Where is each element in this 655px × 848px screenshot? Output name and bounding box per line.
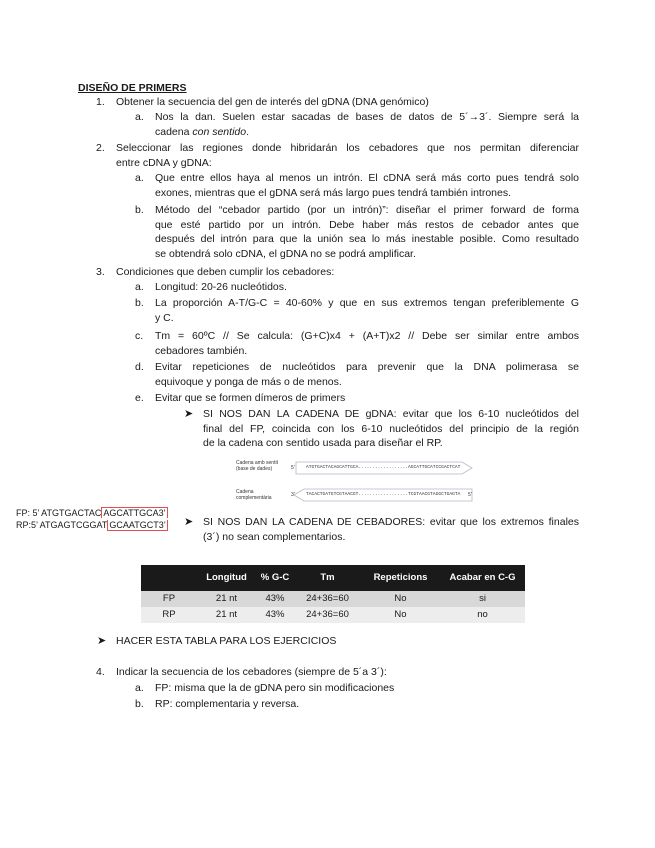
primer-table (141, 565, 525, 623)
s3c-line1: Tm = 60ºC // Se calcula: (G+C)x4 + (A+T)x2 // Debe ser similar entre ambos (155, 330, 579, 342)
s2b-label: b. (135, 204, 144, 216)
table-header: Tm (294, 565, 361, 591)
s3d-label: d. (135, 361, 144, 373)
table-note: HACER ESTA TABLA PARA LOS EJERCICIOS (116, 635, 337, 647)
table-cell: 43% (256, 591, 294, 607)
arrow-bullet-icon: ➤ (184, 408, 194, 420)
s2b-line1: Método del “cebador partido (por un intrón)”: diseñar el primer forward de forma (155, 204, 579, 216)
arrow-bullet-icon: ➤ (97, 635, 107, 647)
s2-line1: Seleccionar las regiones donde hibridarán los cebadores que nos permitan diferenciar (116, 142, 579, 154)
s4a-text: FP: misma que la de gDNA pero sin modificaciones (155, 682, 395, 694)
s2-line2: entre cDNA y gDNA: (116, 156, 212, 169)
bullet-gdna-line2: final del FP, coincida con los 6-10 nucleótidos del principio de la región (203, 422, 579, 435)
fp-sequence (16, 508, 168, 520)
s3b-text (155, 296, 579, 325)
table-header: Longitud (197, 565, 256, 591)
diagram-label-sense-1: Cadena amb sentit (236, 460, 278, 466)
s4a-label: a. (135, 682, 144, 694)
diagram-label-sense-2: (base de dades) (236, 466, 273, 472)
table-cell: RP (141, 607, 197, 623)
s3b-line1: La proporción A-T/G-C = 40-60% y que en sus extremos tengan preferiblemente G (155, 297, 579, 309)
rp-sequence (16, 520, 168, 532)
s2a-text (155, 171, 579, 200)
s3c-label: c. (135, 330, 144, 342)
s4b-label: b. (135, 698, 144, 710)
table-row (141, 591, 525, 607)
bullet-gdna-text (203, 407, 579, 451)
rp-highlight: GCAATGCT3’ (109, 519, 166, 530)
s1a-label: a. (135, 111, 144, 123)
s3d-text (155, 360, 579, 389)
s3d-line2: equivoque y ponga de más o de menos. (155, 375, 342, 388)
diagram-5prime-top: 5' (291, 465, 295, 471)
diagram-label-complement-2: complementària (236, 495, 272, 501)
s2b-line3: después del intrón para que la unión sea lo más inestable posible. Como resultado (155, 233, 579, 246)
s2a-label: a. (135, 172, 144, 184)
table-cell: 21 nt (197, 607, 256, 623)
table-cell: FP (141, 591, 197, 607)
s1a-line2-pre: cadena (155, 125, 193, 138)
section-3-text: Condiciones que deben cumplir los cebadores: (116, 266, 335, 278)
s1a-line2-post: . (246, 125, 250, 138)
table-cell: si (440, 591, 525, 607)
diagram-label-sense (236, 460, 278, 472)
arrow-bullet-icon: ➤ (184, 516, 194, 528)
s3a-text: Longitud: 20-26 nucleótidos. (155, 281, 287, 293)
s2b-line2: que esté partido por un intrón. Debe haber más restos de cebador antes que (155, 218, 579, 231)
table-header: Repeticions (361, 565, 440, 591)
section-4-text: Indicar la secuencia de los cebadores (siempre de 5´a 3´): (116, 666, 387, 678)
table-header (141, 565, 197, 591)
s3c-line2: cebadores también. (155, 344, 248, 357)
s2a-line1: Que entre ellos haya al menos un intrón. El cDNA será más corto pues tendrá solo (155, 172, 579, 184)
diagram-3prime-bottom: 3' (291, 492, 295, 498)
fp-prefix: FP: 5’ ATGTGACTAC (16, 508, 102, 518)
section-4-number: 4. (96, 666, 105, 678)
section-1-text: Obtener la secuencia del gen de interés del gDNA (DNA genómico) (116, 96, 429, 108)
s3b-line2: y C. (155, 311, 174, 324)
table-cell: 24+36=60 (294, 591, 361, 607)
s1a-text (155, 110, 579, 139)
s2a-line2: exones, mientras que el gDNA será más largo pues tendrá también intrones. (155, 186, 512, 199)
diagram-5prime-bottom: 5' (468, 492, 472, 498)
table-header: % G-C (256, 565, 294, 591)
s3b-label: b. (135, 297, 144, 309)
s3e-label: e. (135, 392, 144, 404)
table-row (141, 607, 525, 623)
strand-diagram (236, 459, 476, 505)
s2b-line4: se obtendrá solo cDNA, el gDNA no se podrá amplificar. (155, 247, 416, 260)
bullet-gdna-line3: de la cadena con sentido usada para diseñar el RP. (203, 437, 443, 450)
table-cell: 43% (256, 607, 294, 623)
table-cell: 21 nt (197, 591, 256, 607)
bullet-primers-line2: (3´) no sean complementarios. (203, 530, 346, 543)
s3e-text: Evitar que se formen dímeros de primers (155, 392, 346, 404)
s1a-line1: Nos la dan. Suelen estar sacadas de bases de datos de 5´→3´. Siempre será la (155, 111, 579, 123)
diagram-label-complement (236, 489, 272, 501)
table-cell: No (361, 591, 440, 607)
primer-sequences (16, 508, 168, 531)
bullet-primers-text (203, 515, 579, 544)
section-2-text (116, 141, 579, 170)
bullet-gdna-line1: SI NOS DAN LA CADENA DE gDNA: evitar que los 6-10 nucleótidos del (203, 408, 579, 420)
table-cell: no (440, 607, 525, 623)
bullet-primers-line1: SI NOS DAN LA CADENA DE CEBADORES: evitar que los extremos finales (203, 516, 579, 528)
s3d-line1: Evitar repeticiones de nucleótidos para prevenir que la DNA polimerasa se (155, 361, 579, 373)
fp-highlight: AGCATTGCA3’ (103, 508, 166, 518)
s1a-line2-italic: con sentido (192, 125, 247, 138)
section-3-number: 3. (96, 266, 105, 278)
section-2-number: 2. (96, 142, 105, 154)
s2b-text (155, 203, 579, 261)
s3c-text (155, 329, 579, 358)
page-title: DISEÑO DE PRIMERS (78, 82, 187, 94)
s3a-label: a. (135, 281, 144, 293)
section-1-number: 1. (96, 96, 105, 108)
diagram-complement-sequence: TACACTGATGTCGTAACGT..................TCGTAACGTAGGCTGAGTA (306, 492, 461, 497)
rp-prefix: RP:5’ ATGAGTCGGAT (16, 519, 108, 530)
s1a-line2 (155, 125, 579, 140)
s4b-text: RP: complementaria y reversa. (155, 698, 300, 710)
table-header: Acabar en C-G (440, 565, 525, 591)
table-cell: 24+36=60 (294, 607, 361, 623)
diagram-sense-sequence: ATGTGACTACAGCATTGCA..................AGCATTGCATCCGACTCAT (306, 465, 461, 470)
table-header-row (141, 565, 525, 591)
diagram-label-complement-1: Cadena (236, 489, 254, 495)
table-cell: No (361, 607, 440, 623)
